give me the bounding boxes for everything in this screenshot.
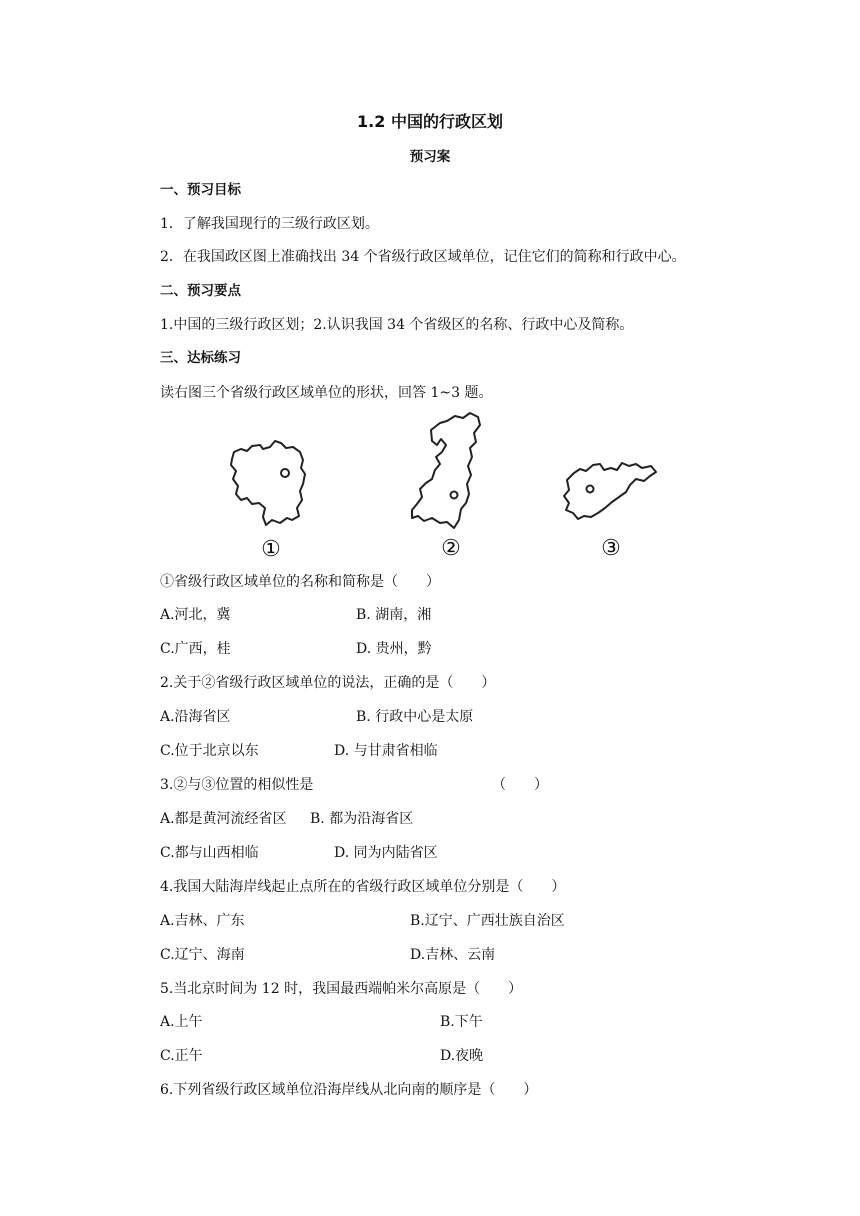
section-2-text: 1.中国的三级行政区划；2.认识我国 34 个省级区的名称、行政中心及简称。: [160, 317, 634, 333]
question-3-paren: （ ）: [492, 777, 548, 793]
section-3-heading: 三、达标练习: [160, 350, 241, 366]
question-2-stem: 2.关于②省级行政区域单位的说法，正确的是（ ）: [160, 675, 496, 691]
section-1-heading: 一、预习目标: [160, 182, 241, 198]
section-1-item-1: 1．了解我国现行的三级行政区划。: [160, 216, 379, 232]
question-2-option-a: A.沿海省区: [160, 709, 231, 725]
section-2-heading: 二、预习要点: [160, 283, 241, 299]
figure-label-3: ③: [601, 536, 621, 561]
figure-label-2: ②: [441, 536, 461, 561]
question-4-stem: 4.我国大陆海岸线起止点所在的省级行政区域单位分别是（ ）: [160, 879, 566, 895]
question-2-option-b: B. 行政中心是太原: [356, 709, 474, 725]
question-5-option-a: A.上午: [160, 1014, 203, 1030]
question-2-option-d: D. 与甘肃省相临: [334, 743, 438, 759]
section-3-intro: 读右图三个省级行政区域单位的形状，回答 1~3 题。: [160, 385, 493, 401]
province-shape-3: [564, 463, 656, 519]
question-3-option-c: C.都与山西相临: [160, 845, 259, 861]
question-5-option-b: B.下午: [440, 1014, 483, 1030]
question-3-stem: 3.②与③位置的相似性是: [160, 777, 314, 793]
doc-subtitle: 预习案: [409, 149, 451, 165]
question-3-option-a: A.都是黄河流经省区: [160, 811, 287, 827]
question-3-option-b: B. 都为沿海省区: [310, 811, 414, 827]
province-shape-2: [412, 413, 480, 528]
question-1-option-c: C.广西，桂: [160, 641, 231, 657]
question-4-option-c: C.辽宁、海南: [160, 947, 245, 963]
question-2-option-c: C.位于北京以东: [160, 743, 259, 759]
doc-title: 1.2 中国的行政区划: [357, 112, 503, 131]
section-1-item-2: 2．在我国政区图上准确找出 34 个省级行政区域单位，记住它们的简称和行政中心。: [160, 249, 686, 265]
question-3-option-d: D. 同为内陆省区: [334, 845, 438, 861]
question-4-option-d: D.吉林、云南: [410, 947, 496, 963]
question-1-option-a: A.河北，冀: [160, 607, 231, 623]
question-4-option-b: B.辽宁、广西壮族自治区: [410, 913, 565, 929]
question-5-stem: 5.当北京时间为 12 时，我国最西端帕米尔高原是（ ）: [160, 981, 523, 997]
figure-label-1: ①: [261, 537, 281, 562]
question-5-option-d: D.夜晚: [440, 1048, 484, 1064]
question-1-stem: ①省级行政区域单位的名称和简称是（ ）: [160, 574, 440, 590]
question-5-option-c: C.正午: [160, 1048, 203, 1064]
question-1-option-d: D. 贵州，黔: [356, 641, 432, 657]
province-shape-1: [231, 441, 305, 525]
question-1-option-b: B. 湖南，湘: [356, 607, 432, 623]
question-4-option-a: A.吉林、广东: [160, 913, 245, 929]
question-6-stem: 6.下列省级行政区域单位沿海岸线从北向南的顺序是（ ）: [160, 1082, 538, 1098]
